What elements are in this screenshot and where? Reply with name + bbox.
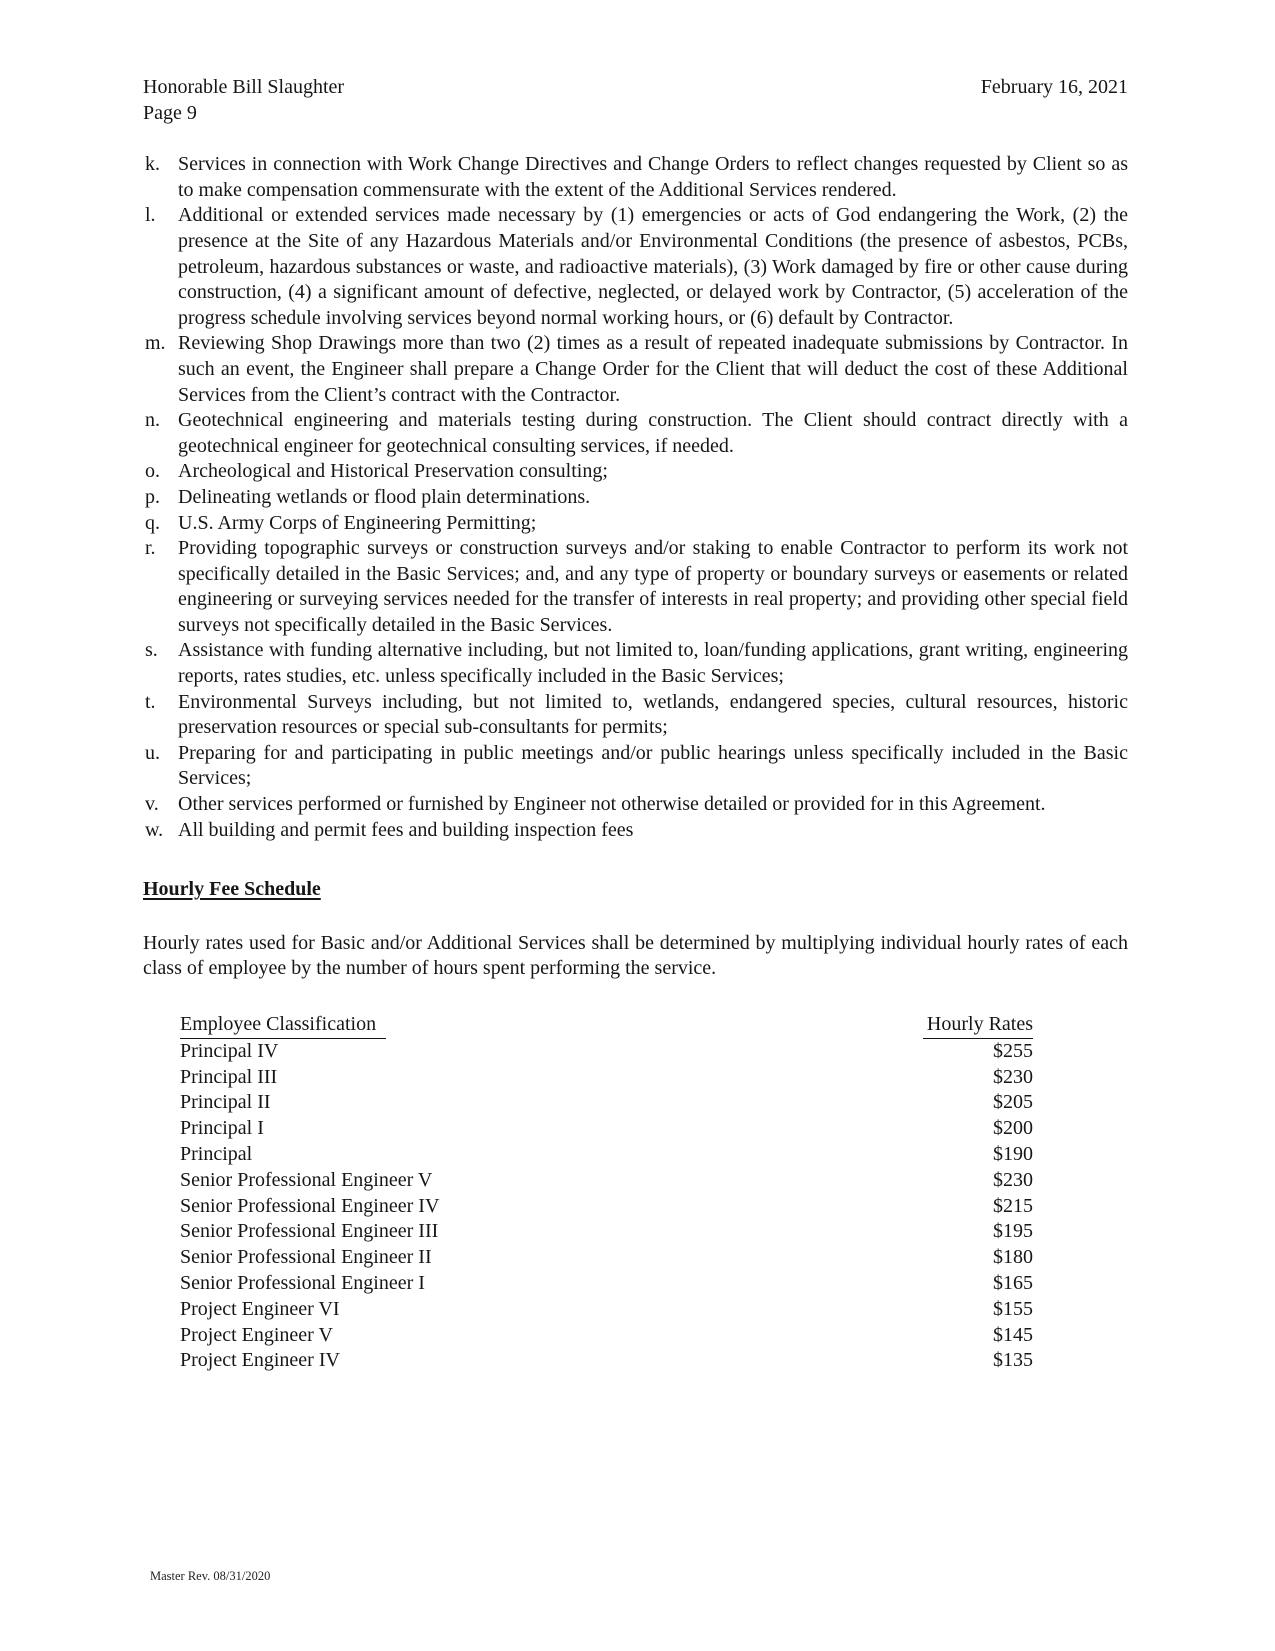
fee-table-row (180, 1039, 1128, 1065)
fee-table-row (180, 1168, 1128, 1194)
fee-table-row (180, 1323, 1128, 1349)
service-item-letter: l. (145, 204, 156, 227)
hourly-rate-cell: $205 (993, 1091, 1033, 1114)
service-item-text: Archeological and Historical Preservation consulting; (178, 460, 608, 483)
service-item-letter: k. (145, 153, 160, 176)
fee-table-row (180, 1348, 1128, 1374)
rates-header-text: Hourly Rates (923, 1012, 1033, 1039)
employee-classification-cell: Principal IV (180, 1039, 279, 1062)
service-list-item (143, 203, 1128, 331)
service-item-text: Environmental Surveys including, but not limited to, wetlands, endangered species, cultural resources, historic preservation resources or special sub-consultants for permits; (178, 690, 1128, 739)
service-list-item (143, 459, 1128, 485)
employee-classification-cell: Project Engineer V (180, 1323, 333, 1346)
fee-table-row (180, 1142, 1128, 1168)
service-item-text: Geotechnical engineering and materials testing during construction. The Client should contract directly with a geotechnical engineer for geotechnical consulting services, if needed. (178, 409, 1128, 457)
service-list-item (143, 536, 1128, 638)
fee-table-header-row (180, 1012, 1128, 1039)
fee-table-row (180, 1065, 1128, 1091)
service-item-text: Additional or extended services made necessary by (1) emergencies or acts of God endangering the Work, (2) the presence at the Site of any Hazardous Materials and/or Environmental Conditions (the presence of asbestos, PCBs, petroleum, hazardous substances or waste, and radioactive materials), (3) Work damaged by fire or other cause during construction, (4) a significant amount of defective, neglected, or delayed work by Contractor, (5) acceleration of the progress schedule involving services beyond normal working hours, or (6) default by Contractor. (178, 204, 1128, 329)
recipient-name: Honorable Bill Slaughter (143, 76, 345, 98)
hourly-rate-cell: $135 (993, 1349, 1033, 1372)
employee-classification-cell: Senior Professional Engineer V (180, 1168, 433, 1191)
hourly-rate-cell: $180 (993, 1246, 1033, 1269)
service-list-item (143, 408, 1128, 459)
service-list-item (143, 690, 1128, 741)
service-item-letter: u. (145, 741, 160, 764)
service-list-item (143, 741, 1128, 792)
service-list-item (143, 152, 1128, 203)
additional-services-list (143, 152, 1128, 843)
hourly-rate-cell: $195 (993, 1220, 1033, 1243)
service-item-text: Services in connection with Work Change Directives and Change Orders to reflect changes requested by Client so as to make compensation commensurate with the extent of the Additional Services rendered. (178, 153, 1128, 201)
fee-table-row (180, 1297, 1128, 1323)
employee-classification-cell: Project Engineer VI (180, 1297, 340, 1320)
employee-classification-cell: Principal (180, 1142, 253, 1165)
employee-classification-cell: Project Engineer IV (180, 1349, 340, 1372)
service-item-text: U.S. Army Corps of Engineering Permitting; (178, 511, 537, 534)
hourly-rate-cell: $230 (993, 1065, 1033, 1088)
fee-table-row (180, 1194, 1128, 1220)
employee-classification-cell: Principal I (180, 1117, 264, 1140)
hourly-rate-cell: $230 (993, 1168, 1033, 1191)
classification-column-header (180, 1012, 873, 1039)
rates-column-header (873, 1012, 1033, 1039)
employee-classification-cell: Principal II (180, 1091, 271, 1114)
service-item-text: All building and permit fees and building inspection fees (178, 818, 634, 841)
hourly-rate-cell: $255 (993, 1039, 1033, 1062)
service-item-text: Delineating wetlands or flood plain determinations. (178, 485, 591, 508)
hourly-rate-cell: $165 (993, 1271, 1033, 1294)
service-list-item (143, 792, 1128, 818)
page-content (143, 75, 1128, 1374)
service-list-item (143, 485, 1128, 511)
hourly-fee-table (143, 1012, 1128, 1374)
service-item-text: Other services performed or furnished by Engineer not otherwise detailed or provided for in this Agreement. (178, 793, 1046, 816)
service-item-letter: n. (145, 409, 160, 432)
hourly-rate-cell: $155 (993, 1297, 1033, 1320)
service-list-item (143, 818, 1128, 844)
service-item-letter: v. (145, 793, 159, 816)
employee-classification-cell: Senior Professional Engineer IV (180, 1194, 440, 1217)
employee-classification-cell: Senior Professional Engineer II (180, 1246, 432, 1269)
service-item-letter: w. (145, 818, 164, 841)
fee-table-row (180, 1219, 1128, 1245)
header-left-block (143, 75, 344, 126)
service-item-letter: o. (145, 460, 160, 483)
service-item-letter: s. (145, 639, 158, 662)
employee-classification-cell: Principal III (180, 1065, 278, 1088)
service-item-text: Assistance with funding alternative including, but not limited to, loan/funding applications, grant writing, engineering reports, rates studies, etc. unless specifically included in the Basic Services; (178, 639, 1128, 688)
service-item-letter: q. (145, 511, 160, 534)
fee-table-row (180, 1271, 1128, 1297)
fee-table-row (180, 1090, 1128, 1116)
hourly-rate-cell: $190 (993, 1142, 1033, 1165)
fee-table-row (180, 1245, 1128, 1271)
document-header (143, 75, 1128, 126)
service-item-text: Preparing for and participating in public meetings and/or public hearings unless specifically included in the Basic Services; (178, 741, 1128, 790)
page-number: Page 9 (143, 101, 197, 124)
fee-table-row (180, 1116, 1128, 1142)
hourly-rate-cell: $145 (993, 1323, 1033, 1346)
service-item-text: Reviewing Shop Drawings more than two (2) times as a result of repeated inadequate submissions by Contractor. In such an event, the Engineer shall prepare a Change Order for the Client that will deduct the cost of these Additional Services from the Client’s contract with the Contractor. (178, 332, 1128, 406)
classification-header-text: Employee Classification (180, 1012, 386, 1039)
service-item-letter: t. (145, 690, 156, 713)
service-list-item (143, 331, 1128, 408)
hourly-rates-intro-paragraph: Hourly rates used for Basic and/or Additional Services shall be determined by multiplying individual hourly rates of each class of employee by the number of hours spent performing the service. (143, 931, 1128, 980)
service-list-item (143, 638, 1128, 689)
service-item-text: Providing topographic surveys or construction surveys and/or staking to enable Contractor to perform its work not specifically detailed in the Basic Services; and, and any type of property or boundary surveys or easements or related engineering or surveying services needed for the transfer of interests in real property; and providing other special field surveys not specifically detailed in the Basic Services. (178, 537, 1128, 636)
revision-footer: Master Rev. 08/31/2020 (150, 1569, 271, 1583)
document-date: February 16, 2021 (980, 76, 1128, 98)
employee-classification-cell: Senior Professional Engineer III (180, 1220, 439, 1243)
fee-table-body (180, 1039, 1128, 1374)
service-item-letter: p. (145, 485, 160, 508)
service-list-item (143, 511, 1128, 537)
service-item-letter: m. (145, 332, 166, 355)
service-item-letter: r. (145, 537, 156, 560)
hourly-rate-cell: $200 (993, 1117, 1033, 1140)
hourly-rate-cell: $215 (993, 1194, 1033, 1217)
hourly-fee-schedule-heading: Hourly Fee Schedule (143, 878, 321, 901)
employee-classification-cell: Senior Professional Engineer I (180, 1271, 425, 1294)
